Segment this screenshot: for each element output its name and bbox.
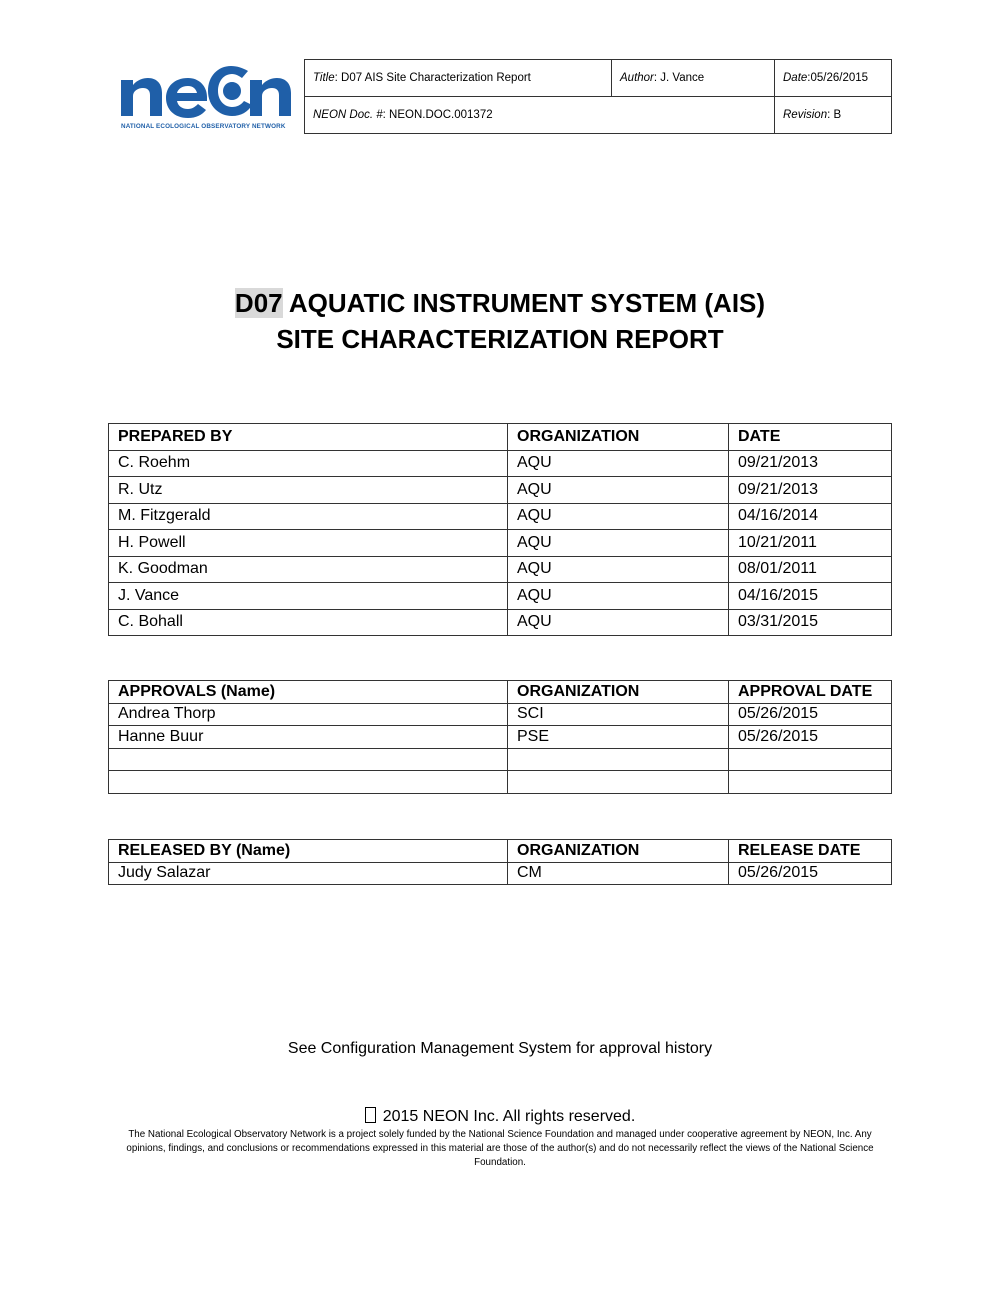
table-row bbox=[109, 726, 892, 749]
table-header-row bbox=[109, 681, 892, 704]
table-header-row bbox=[109, 424, 892, 451]
logo-subtitle: NATIONAL ECOLOGICAL OBSERVATORY NETWORK bbox=[121, 123, 286, 130]
revision-label: Revision bbox=[783, 109, 828, 121]
copyright-symbol-icon bbox=[365, 1107, 376, 1123]
name-cell: Judy Salazar bbox=[109, 862, 508, 885]
organization-cell: AQU bbox=[508, 583, 729, 610]
revision-value: : B bbox=[827, 109, 842, 121]
title-line-1-rest: AQUATIC INSTRUMENT SYSTEM (AIS) bbox=[282, 288, 766, 318]
name-cell: Hanne Buur bbox=[109, 726, 508, 749]
copyright-line bbox=[0, 1107, 1000, 1126]
organization-cell: AQU bbox=[508, 450, 729, 477]
disclaimer-text: The National Ecological Observatory Network is a project solely funded by the National Science Foundation and managed under cooperative agreement by NEON, Inc. Any opinions, findings, and conclusions or recommendations expressed in this material are those of the author(s) and do not necessarily reflect the views of the National Science Foundation. bbox=[126, 1129, 874, 1168]
title-cell bbox=[305, 60, 612, 97]
column-header: RELEASED BY (Name) bbox=[109, 840, 508, 863]
name-cell bbox=[109, 771, 508, 794]
table-row bbox=[109, 477, 892, 504]
approvals-table bbox=[108, 680, 892, 794]
copyright-text: 2015 NEON Inc. All rights reserved. bbox=[382, 1108, 636, 1125]
name-cell: M. Fitzgerald bbox=[109, 503, 508, 530]
neon-logo bbox=[118, 58, 294, 134]
name-cell: Andrea Thorp bbox=[109, 703, 508, 726]
table-row bbox=[109, 450, 892, 477]
doc-number-value: : NEON.DOC.001372 bbox=[382, 109, 493, 121]
name-cell: K. Goodman bbox=[109, 556, 508, 583]
column-header: ORGANIZATION bbox=[508, 840, 729, 863]
column-header: RELEASE DATE bbox=[729, 840, 892, 863]
author-label: Author bbox=[620, 72, 654, 84]
organization-cell: SCI bbox=[508, 703, 729, 726]
date-cell: 04/16/2014 bbox=[729, 503, 892, 530]
title-line-2: SITE CHARACTERIZATION REPORT bbox=[276, 324, 724, 354]
organization-cell: AQU bbox=[508, 477, 729, 504]
approval-date-cell bbox=[729, 748, 892, 771]
neon-logo-mark bbox=[118, 58, 294, 120]
release-date-cell: 05/26/2015 bbox=[729, 862, 892, 885]
author-cell bbox=[612, 60, 775, 97]
table-row bbox=[109, 530, 892, 557]
date-value: :05/26/2015 bbox=[807, 72, 869, 84]
name-cell: H. Powell bbox=[109, 530, 508, 557]
column-header: PREPARED BY bbox=[109, 424, 508, 451]
title-line-1 bbox=[0, 285, 1000, 321]
organization-cell: AQU bbox=[508, 609, 729, 636]
prepared-by-table bbox=[108, 423, 892, 636]
approval-date-cell: 05/26/2015 bbox=[729, 703, 892, 726]
doc-number-label: NEON Doc. # bbox=[313, 109, 383, 121]
name-cell: C. Roehm bbox=[109, 450, 508, 477]
date-label: Date bbox=[783, 72, 808, 84]
column-header: APPROVALS (Name) bbox=[109, 681, 508, 704]
column-header: ORGANIZATION bbox=[508, 681, 729, 704]
table-row bbox=[109, 556, 892, 583]
organization-cell: AQU bbox=[508, 556, 729, 583]
table-row-empty bbox=[109, 771, 892, 794]
doc-number-cell bbox=[305, 97, 775, 134]
title-value: : D07 AIS Site Characterization Report bbox=[334, 72, 531, 84]
date-cell: 08/01/2011 bbox=[729, 556, 892, 583]
table-row bbox=[109, 609, 892, 636]
table-row bbox=[109, 583, 892, 610]
date-cell: 09/21/2013 bbox=[729, 450, 892, 477]
revision-cell bbox=[775, 97, 892, 134]
organization-cell: PSE bbox=[508, 726, 729, 749]
name-cell: J. Vance bbox=[109, 583, 508, 610]
table-row bbox=[109, 862, 892, 885]
date-cell bbox=[775, 60, 892, 97]
table-row-empty bbox=[109, 748, 892, 771]
organization-cell: AQU bbox=[508, 530, 729, 557]
name-cell bbox=[109, 748, 508, 771]
name-cell: C. Bohall bbox=[109, 609, 508, 636]
approval-date-cell bbox=[729, 771, 892, 794]
title-highlight: D07 bbox=[234, 288, 283, 318]
column-header: APPROVAL DATE bbox=[729, 681, 892, 704]
organization-cell bbox=[508, 771, 729, 794]
organization-cell bbox=[508, 748, 729, 771]
table-row bbox=[109, 503, 892, 530]
title-label: Title bbox=[313, 72, 335, 84]
organization-cell: AQU bbox=[508, 503, 729, 530]
column-header: ORGANIZATION bbox=[508, 424, 729, 451]
document-title bbox=[0, 285, 1000, 357]
organization-cell: CM bbox=[508, 862, 729, 885]
date-cell: 04/16/2015 bbox=[729, 583, 892, 610]
approval-history-note: See Configuration Management System for approval history bbox=[287, 1040, 713, 1057]
date-cell: 09/21/2013 bbox=[729, 477, 892, 504]
name-cell: R. Utz bbox=[109, 477, 508, 504]
document-header-table bbox=[304, 59, 892, 134]
date-cell: 10/21/2011 bbox=[729, 530, 892, 557]
approval-date-cell: 05/26/2015 bbox=[729, 726, 892, 749]
table-row bbox=[109, 703, 892, 726]
author-value: : J. Vance bbox=[653, 72, 705, 84]
table-header-row bbox=[109, 840, 892, 863]
released-by-table bbox=[108, 839, 892, 885]
column-header: DATE bbox=[729, 424, 892, 451]
date-cell: 03/31/2015 bbox=[729, 609, 892, 636]
